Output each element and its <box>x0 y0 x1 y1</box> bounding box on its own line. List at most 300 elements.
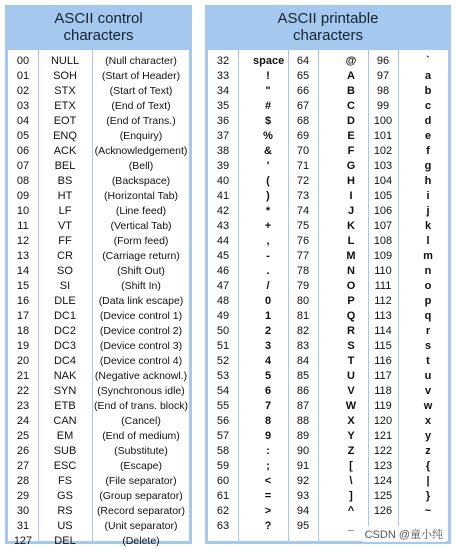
description: (Shift In) <box>121 280 161 292</box>
decimal-code: 48 <box>216 295 230 307</box>
character: 8 <box>264 415 272 427</box>
decimal-code: 83 <box>296 340 310 352</box>
character: V <box>347 385 355 397</box>
decimal-code: 01 <box>16 70 30 82</box>
description: (Negative acknowl.) <box>94 370 188 382</box>
character: & <box>264 145 272 157</box>
description: (End of Trans.) <box>106 115 176 127</box>
table-row <box>8 219 189 234</box>
decimal-code: 08 <box>16 175 30 187</box>
table-row <box>8 84 189 99</box>
character: l <box>426 235 430 247</box>
description: (End of Text) <box>111 100 171 112</box>
decimal-code: 121 <box>373 430 393 442</box>
decimal-code: 111 <box>374 280 392 292</box>
decimal-code: 120 <box>373 415 393 427</box>
table-row <box>8 429 189 444</box>
abbreviation: STX <box>54 85 76 97</box>
decimal-code: 49 <box>216 310 230 322</box>
decimal-code: 46 <box>216 265 230 277</box>
description: (Null character) <box>105 55 177 67</box>
character: G <box>346 160 356 172</box>
table-row <box>8 69 189 84</box>
table-row <box>208 219 448 234</box>
description: (Device control 1) <box>99 310 183 322</box>
table-row <box>8 324 189 339</box>
character: Q <box>346 310 356 322</box>
character: " <box>265 85 271 97</box>
decimal-code: 99 <box>376 100 390 112</box>
printable-characters-title <box>205 5 451 49</box>
decimal-code: 59 <box>216 460 230 472</box>
character: c <box>424 100 432 112</box>
decimal-code: 15 <box>16 280 30 292</box>
decimal-code: 37 <box>216 130 230 142</box>
character: X <box>347 415 355 427</box>
character: U <box>347 370 355 382</box>
abbreviation: ACK <box>53 145 77 157</box>
abbreviation: EM <box>56 430 74 442</box>
decimal-code: 02 <box>16 85 30 97</box>
abbreviation: EOT <box>53 115 77 127</box>
table-row <box>208 399 448 414</box>
decimal-code: 40 <box>216 175 230 187</box>
decimal-code: 17 <box>16 310 30 322</box>
table-row <box>208 384 448 399</box>
character: # <box>264 100 272 112</box>
table-row <box>8 489 189 504</box>
character: z <box>425 445 431 457</box>
decimal-code: 45 <box>216 250 230 262</box>
description: (Substitute) <box>114 445 168 457</box>
decimal-code: 67 <box>296 100 310 112</box>
table-row <box>8 369 189 384</box>
abbreviation: FS <box>57 475 73 487</box>
decimal-code: 77 <box>296 250 310 262</box>
character: 3 <box>264 340 272 352</box>
decimal-code: 95 <box>296 520 310 532</box>
decimal-code: 73 <box>296 190 310 202</box>
table-row <box>8 384 189 399</box>
decimal-code: 74 <box>296 205 310 217</box>
abbreviation: GS <box>57 490 73 502</box>
abbreviation: DC1 <box>53 310 76 322</box>
table-row <box>208 159 448 174</box>
character: a <box>424 70 432 82</box>
decimal-code: 97 <box>376 70 390 82</box>
description: (End of medium) <box>102 430 180 442</box>
decimal-code: 13 <box>16 250 30 262</box>
abbreviation: CR <box>57 250 73 262</box>
decimal-code: 44 <box>216 235 230 247</box>
abbreviation: DC4 <box>53 355 76 367</box>
decimal-code: 94 <box>296 505 310 517</box>
decimal-code: 19 <box>16 340 30 352</box>
decimal-code: 88 <box>296 415 310 427</box>
decimal-code: 24 <box>16 415 30 427</box>
table-row <box>8 189 189 204</box>
decimal-code: 33 <box>216 70 230 82</box>
abbreviation: VT <box>57 220 73 232</box>
abbreviation: ETB <box>54 400 76 412</box>
table-row <box>208 249 448 264</box>
decimal-code: 113 <box>374 310 392 322</box>
table-row <box>208 54 448 69</box>
printable-title-line1: ASCII printable <box>277 10 379 27</box>
character: Y <box>347 430 355 442</box>
character: Z <box>347 445 355 457</box>
abbreviation: SOH <box>53 70 77 82</box>
decimal-code: 102 <box>373 145 393 157</box>
table-row <box>8 459 189 474</box>
table-row <box>208 84 448 99</box>
character: i <box>426 190 430 202</box>
decimal-code: 14 <box>16 265 30 277</box>
control-characters-title <box>5 5 192 49</box>
description: (Escape) <box>119 460 162 472</box>
decimal-code: 53 <box>216 370 230 382</box>
character: q <box>424 310 432 322</box>
decimal-code: 127 <box>13 535 33 547</box>
table-row <box>8 144 189 159</box>
character: L <box>347 235 355 247</box>
decimal-code: 34 <box>216 85 230 97</box>
character: R <box>347 325 355 337</box>
decimal-code: 26 <box>16 445 30 457</box>
table-row <box>208 294 448 309</box>
printable-characters-table <box>208 50 448 541</box>
description: (Line feed) <box>115 205 167 217</box>
character: 6 <box>264 385 272 397</box>
printable-characters-panel <box>205 5 451 544</box>
control-characters-table <box>8 50 189 547</box>
table-row <box>8 444 189 459</box>
character: n <box>424 265 432 277</box>
decimal-code: 110 <box>374 265 392 277</box>
decimal-code: 80 <box>296 295 310 307</box>
decimal-code: 122 <box>373 445 393 457</box>
description: (Synchronous idle) <box>97 385 185 397</box>
decimal-code: 27 <box>16 460 30 472</box>
abbreviation: BEL <box>54 160 76 172</box>
abbreviation: BS <box>57 175 73 187</box>
decimal-code: 100 <box>373 115 393 127</box>
table-row <box>8 309 189 324</box>
decimal-code: 57 <box>216 430 230 442</box>
abbreviation: SUB <box>53 445 77 457</box>
decimal-code: 10 <box>16 205 30 217</box>
character: x <box>424 415 432 427</box>
description: (Bell) <box>128 160 154 172</box>
decimal-code: 43 <box>216 220 230 232</box>
character: D <box>347 115 355 127</box>
table-row <box>208 264 448 279</box>
table-row <box>208 309 448 324</box>
decimal-code: 115 <box>374 340 392 352</box>
character: M <box>346 250 356 262</box>
decimal-code: 91 <box>296 460 310 472</box>
decimal-code: 09 <box>16 190 30 202</box>
description: (Delete) <box>122 535 160 547</box>
control-title-line2: characters <box>63 27 134 44</box>
description: (Group separator) <box>99 490 183 502</box>
table-row <box>208 489 448 504</box>
character: I <box>349 190 353 202</box>
decimal-code: 11 <box>17 220 29 232</box>
decimal-code: 16 <box>16 295 30 307</box>
decimal-code: 30 <box>16 505 30 517</box>
table-row <box>8 414 189 429</box>
character: g <box>424 160 432 172</box>
decimal-code: 20 <box>16 355 30 367</box>
abbreviation: NULL <box>50 55 80 67</box>
decimal-code: 123 <box>373 460 393 472</box>
table-row <box>208 114 448 129</box>
decimal-code: 82 <box>296 325 310 337</box>
abbreviation: SI <box>59 280 71 292</box>
character: \ <box>349 475 353 487</box>
table-row <box>208 324 448 339</box>
decimal-code: 114 <box>374 325 392 337</box>
decimal-code: 119 <box>374 400 392 412</box>
description: (Shift Out) <box>117 265 165 277</box>
table-row <box>8 279 189 294</box>
character: > <box>264 505 272 517</box>
decimal-code: 106 <box>373 205 393 217</box>
abbreviation: US <box>57 520 73 532</box>
character: N <box>347 265 355 277</box>
decimal-code: 87 <box>296 400 310 412</box>
character: h <box>424 175 432 187</box>
decimal-code: 90 <box>296 445 310 457</box>
character: 9 <box>264 430 272 442</box>
character: w <box>423 400 433 412</box>
decimal-code: 104 <box>373 175 393 187</box>
character: B <box>347 85 355 97</box>
decimal-code: 124 <box>373 475 393 487</box>
table-row <box>208 339 448 354</box>
table-row <box>208 279 448 294</box>
decimal-code: 47 <box>216 280 230 292</box>
abbreviation: NAK <box>53 370 77 382</box>
abbreviation: ETX <box>54 100 76 112</box>
description: (Device control 4) <box>99 355 183 367</box>
decimal-code: 105 <box>373 190 393 202</box>
character: { <box>425 460 431 472</box>
printable-title-line2: characters <box>292 27 364 44</box>
character: O <box>346 280 356 292</box>
decimal-code: 56 <box>216 415 230 427</box>
description: (Device control 2) <box>99 325 183 337</box>
description: (Carriage return) <box>102 250 180 262</box>
table-row <box>8 474 189 489</box>
decimal-code: 84 <box>296 355 310 367</box>
table-row <box>208 99 448 114</box>
character: ^ <box>347 505 355 517</box>
decimal-code: 118 <box>374 385 392 397</box>
decimal-code: 32 <box>216 55 230 67</box>
table-row <box>208 189 448 204</box>
table-row <box>208 429 448 444</box>
character: @ <box>345 55 357 67</box>
character: C <box>347 100 355 112</box>
table-row <box>208 174 448 189</box>
character: - <box>266 250 270 262</box>
abbreviation: DLE <box>54 295 76 307</box>
decimal-code: 36 <box>216 115 230 127</box>
decimal-code: 72 <box>296 175 310 187</box>
decimal-code: 51 <box>216 340 230 352</box>
decimal-code: 54 <box>216 385 230 397</box>
character: E <box>347 130 355 142</box>
decimal-code: 41 <box>216 190 230 202</box>
character: $ <box>264 115 272 127</box>
decimal-code: 107 <box>373 220 393 232</box>
character: 1 <box>264 310 272 322</box>
character: v <box>424 385 432 397</box>
table-row <box>8 264 189 279</box>
decimal-code: 70 <box>296 145 310 157</box>
character: _ <box>347 520 355 532</box>
character: ; <box>266 460 270 472</box>
decimal-code: 117 <box>374 370 392 382</box>
character: | <box>426 475 430 487</box>
character: m <box>423 250 433 262</box>
decimal-code: 31 <box>16 520 30 532</box>
abbreviation: SO <box>57 265 73 277</box>
character: ~ <box>424 505 432 517</box>
decimal-code: 89 <box>296 430 310 442</box>
decimal-code: 07 <box>16 160 30 172</box>
decimal-code: 101 <box>373 130 393 142</box>
description: (Cancel) <box>121 415 161 427</box>
character: ? <box>264 520 272 532</box>
decimal-code: 116 <box>374 355 392 367</box>
character: P <box>347 295 355 307</box>
character: } <box>425 490 431 502</box>
character: T <box>347 355 355 367</box>
decimal-code: 64 <box>296 55 310 67</box>
character: ) <box>266 190 270 202</box>
table-row <box>8 249 189 264</box>
abbreviation: SYN <box>53 385 77 397</box>
character: ( <box>266 175 270 187</box>
table-row <box>8 234 189 249</box>
character: W <box>345 400 357 412</box>
decimal-code: 85 <box>296 370 310 382</box>
decimal-code: 71 <box>296 160 310 172</box>
description: (Record separator) <box>96 505 186 517</box>
description: (File separator) <box>105 475 177 487</box>
decimal-code: 23 <box>16 400 30 412</box>
abbreviation: CAN <box>53 415 77 427</box>
decimal-code: 05 <box>16 130 30 142</box>
decimal-code: 12 <box>16 235 30 247</box>
table-row <box>208 69 448 84</box>
description: (Unit separator) <box>104 520 178 532</box>
table-row <box>208 144 448 159</box>
character: space <box>253 55 285 67</box>
character: y <box>424 430 432 442</box>
character: p <box>424 295 432 307</box>
character: u <box>424 370 432 382</box>
decimal-code: 04 <box>16 115 30 127</box>
character: 0 <box>264 295 272 307</box>
description: (Start of Text) <box>109 85 173 97</box>
character: b <box>424 85 432 97</box>
table-row <box>208 204 448 219</box>
character: F <box>347 145 355 157</box>
decimal-code: 125 <box>373 490 393 502</box>
decimal-code: 92 <box>296 475 310 487</box>
watermark: CSDN @童小纯 <box>362 526 446 542</box>
character: e <box>424 130 432 142</box>
description: (Data link escape) <box>98 295 184 307</box>
decimal-code: 62 <box>216 505 230 517</box>
table-row <box>8 354 189 369</box>
decimal-code: 61 <box>216 490 230 502</box>
decimal-code: 93 <box>296 490 310 502</box>
description: (End of trans. block) <box>94 400 188 412</box>
table-row <box>8 129 189 144</box>
character: o <box>424 280 432 292</box>
character: j <box>426 205 430 217</box>
character: ' <box>266 160 270 172</box>
character: % <box>263 130 273 142</box>
table-row <box>208 414 448 429</box>
decimal-code: 06 <box>16 145 30 157</box>
decimal-code: 38 <box>216 145 230 157</box>
character: [ <box>349 460 353 472</box>
character: H <box>347 175 355 187</box>
decimal-code: 69 <box>296 130 310 142</box>
character: s <box>424 340 432 352</box>
abbreviation: DC2 <box>53 325 76 337</box>
decimal-code: 86 <box>296 385 310 397</box>
control-characters-panel <box>5 5 192 547</box>
decimal-code: 55 <box>216 400 230 412</box>
decimal-code: 03 <box>16 100 30 112</box>
table-row <box>208 369 448 384</box>
character: J <box>347 205 355 217</box>
decimal-code: 21 <box>16 370 30 382</box>
control-title-line1: ASCII control <box>54 10 143 27</box>
table-row <box>208 129 448 144</box>
description: (Form feed) <box>113 235 169 247</box>
character: / <box>266 280 270 292</box>
character: k <box>424 220 432 232</box>
decimal-code: 81 <box>296 310 310 322</box>
character: < <box>264 475 272 487</box>
decimal-code: 58 <box>216 445 230 457</box>
character: r <box>425 325 431 337</box>
decimal-code: 25 <box>16 430 30 442</box>
character: d <box>424 115 432 127</box>
decimal-code: 112 <box>374 295 392 307</box>
character: 2 <box>264 325 272 337</box>
abbreviation: ESC <box>53 460 77 472</box>
abbreviation: RS <box>57 505 73 517</box>
description: (Horizontal Tab) <box>104 190 178 202</box>
decimal-code: 42 <box>216 205 230 217</box>
table-row <box>208 459 448 474</box>
table-row <box>8 294 189 309</box>
abbreviation: HT <box>57 190 73 202</box>
decimal-code: 63 <box>216 520 230 532</box>
table-row <box>8 159 189 174</box>
decimal-code: 79 <box>296 280 310 292</box>
character: ! <box>266 70 270 82</box>
